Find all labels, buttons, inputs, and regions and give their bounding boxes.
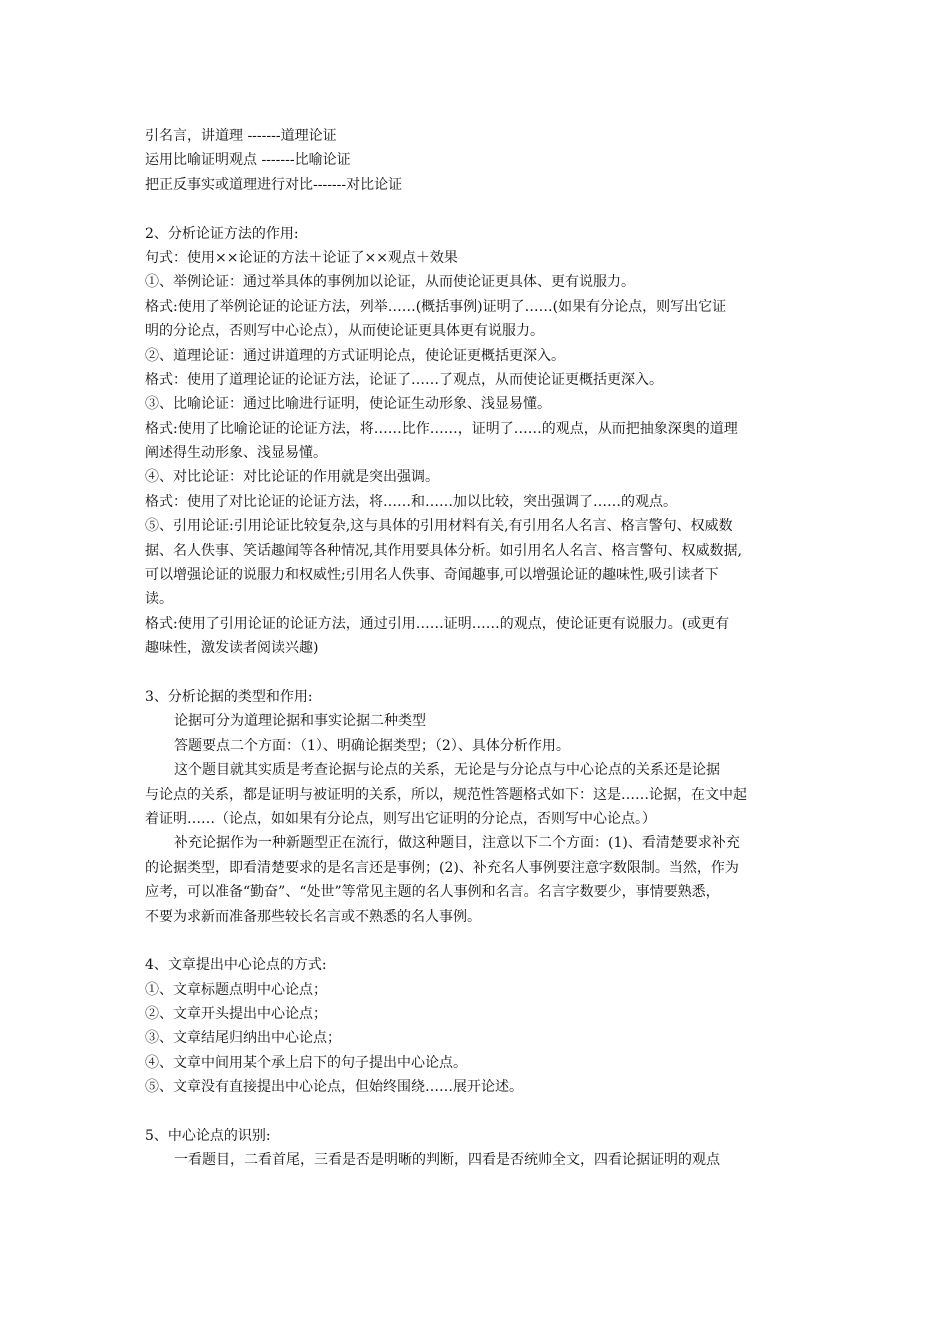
paragraph-line: 着证明……（论点，如如果有分论点，则写出它证明的分论点，否则写中心论点。） (145, 810, 656, 827)
paragraph-line: ⑤、引用论证:引用论证比较复杂,这与具体的引用材料有关,有引用名人名言、格言警句、权威数 (145, 518, 733, 535)
list-item: ⑤、文章没有直接提出中心论点，但始终围绕……展开论述。 (145, 1079, 523, 1096)
paragraph-line: 明的分论点，否则写中心论点），从而使论证更具体更有说服力。 (145, 323, 544, 340)
paragraph-line: 的论据类型，即看清楚要求的是名言还是事例；(2)、补充名人事例要注意字数限制。当然，作为 (145, 859, 739, 876)
intro-line: 运用比喻证明观点 -------比喻论证 (145, 152, 351, 169)
list-item: ④、文章中间用某个承上启下的句子提出中心论点。 (145, 1054, 467, 1071)
blank-line (145, 1100, 813, 1124)
paragraph-line: 不要为求新而准备那些较长名言或不熟悉的名人事例。 (145, 908, 481, 925)
paragraph-line: 这个题目就其实质是考查论据与论点的关系，无论是与分论点与中心论点的关系还是论据 (174, 762, 720, 779)
blank-line (145, 929, 813, 953)
paragraph-line: ④、对比论证：对比论证的作用就是突出强调。 (145, 469, 439, 486)
paragraph-line: 格式:使用了引用论证的论证方法，通过引用……证明……的观点，使论证更有说服力。(或更有 (145, 615, 730, 632)
paragraph-line: 句式：使用××论证的方法＋论证了××观点＋效果 (145, 249, 458, 266)
paragraph-line: ③、比喻论证：通过比喻进行证明，使论证生动形象、浅显易懂。 (145, 396, 551, 413)
intro-line: 把正反事实或道理进行对比-------对比论证 (145, 176, 403, 193)
paragraph-line: 趣味性，激发读者阅读兴趣) (145, 640, 319, 657)
section-heading: 2、分析论证方法的作用: (145, 225, 299, 242)
paragraph-line: 格式：使用了道理论证的论证方法，论证了……了观点，从而使论证更概括更深入。 (145, 371, 663, 388)
list-item: ①、文章标题点明中心论点； (145, 981, 327, 998)
paragraph-line: 读。 (145, 591, 173, 608)
paragraph-line: 补充论据作为一种新题型正在流行，做这种题目，注意以下二个方面：(1)、看清楚要求补充 (174, 835, 740, 852)
blank-line (145, 661, 813, 685)
paragraph-line: 格式:使用了举例论证的论证方法，列举……(概括事例)证明了……(如果有分论点，则写出它证 (145, 298, 727, 315)
document-body (145, 124, 813, 1173)
paragraph-line: 答题要点二个方面：（1）、明确论据类型；（2）、具体分析作用。 (174, 737, 570, 754)
list-item: ③、文章结尾归纳出中心论点； (145, 1030, 341, 1047)
list-item: ②、文章开头提出中心论点； (145, 1006, 327, 1023)
paragraph-line: ①、举例论证：通过举具体的事例加以论证，从而使论证更具体、更有说服力。 (145, 274, 635, 291)
paragraph-line: 应考，可以准备“勤奋”、“处世”等常见主题的名人事例和名言。名言字数要少，事情要熟悉， (145, 884, 720, 901)
paragraph-line: 可以增强论证的说服力和权威性;引用名人佚事、奇闻趣事,可以增强论证的趣味性,吸引读者下 (145, 567, 719, 584)
paragraph-line: 论据可分为道理论据和事实论据二种类型 (174, 713, 426, 730)
section-heading: 3、分析论据的类型和作用: (145, 688, 313, 705)
section-heading: 5、中心论点的识别: (145, 1128, 271, 1145)
section-heading: 4、文章提出中心论点的方式: (145, 957, 327, 974)
paragraph-line: 据、名人佚事、笑话趣闻等各种情况,其作用要具体分析。如引用名人名言、格言警句、权威数据, (145, 542, 742, 559)
paragraph-line: 一看题目，二看首尾，三看是否是明晰的判断，四看是否统帅全文，四看论据证明的观点 (174, 1152, 720, 1169)
paragraph-line: 格式：使用了对比论证的论证方法，将……和……加以比较，突出强调了……的观点。 (145, 493, 677, 510)
paragraph-line: ②、道理论证：通过讲道理的方式证明论点，使论证更概括更深入。 (145, 347, 565, 364)
intro-line: 引名言，讲道理 -------道理论证 (145, 128, 337, 144)
blank-line (145, 197, 813, 221)
paragraph-line: 阐述得生动形象、浅显易懂。 (145, 445, 327, 462)
paragraph-line: 与论点的关系，都是证明与被证明的关系，所以，规范性答题格式如下：这是……论据，在文中起 (145, 786, 747, 803)
paragraph-line: 格式:使用了比喻论证的论证方法，将……比作……，证明了……的观点，从而把抽象深奥的道理 (145, 420, 738, 437)
